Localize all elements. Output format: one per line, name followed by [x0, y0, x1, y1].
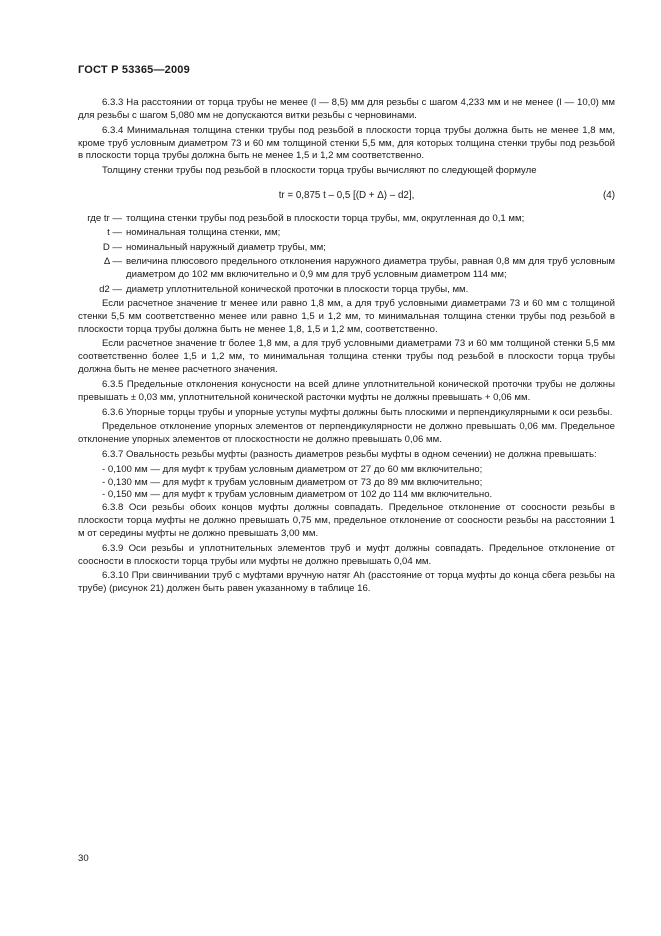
where-desc: диаметр уплотнительной конической проточки в плоскости торца трубы, мм.: [126, 283, 469, 295]
where-term: где tr —: [87, 213, 122, 225]
where-term: d2 —: [99, 283, 122, 295]
where-desc: номинальная толщина стенки, мм;: [126, 227, 281, 239]
paragraph-6-3-6: 6.3.6 Упорные торцы трубы и упорные уступы муфты должны быть плоскими и перпендикулярными к оси резьбы.: [102, 406, 613, 418]
list-item: - 0,100 мм — для муфт к трубам условным диаметром от 27 до 60 мм включительно;: [102, 463, 483, 475]
paragraph-6-3-7: 6.3.7 Овальность резьбы муфты (разность диаметров резьбы муфты в одном сечении) не должна превышать:: [102, 448, 597, 460]
where-item: [78, 213, 615, 226]
paragraph-calc-2: Если расчетное значение tr более 1,8 мм, а для труб условными диаметрами 73 и 60 мм толщиной стенки 5,5 мм соответственно более 1,5 и 1,2 мм, то минимальная толщина стенки трубы под резьбой в плоскости торца трубы должна быть не менее расчетного значения.: [78, 338, 615, 376]
formula-number: (4): [603, 190, 615, 202]
where-item: [78, 256, 615, 282]
list-item: - 0,130 мм — для муфт к трубам условным диаметром от 73 до 89 мм включительно;: [102, 476, 483, 488]
formula-text: tr = 0,875 t – 0,5 [(D + Δ) – d2],: [278, 190, 415, 202]
where-term: Δ —: [103, 256, 122, 268]
where-item: [78, 284, 615, 297]
where-item: [78, 227, 615, 240]
paragraph-6-3-4: 6.3.4 Минимальная толщина стенки трубы под резьбой в плоскости торца трубы должна быть не менее 1,8 мм, кроме труб условным диаметром 73 и 60 мм толщиной стенки 5,5 мм, для которых толщина стенки трубы под резьбой в плоскости торца трубы должна быть не менее 1,5 и 1,2 мм соответственно.: [78, 124, 615, 162]
list-6-3-7: [78, 464, 615, 503]
page-header-title: ГОСТ Р 53365—2009: [78, 64, 190, 76]
where-term: t —: [107, 227, 122, 239]
paragraph-formula-intro: Толщину стенки трубы под резьбой в плоскости торца трубы вычисляют по следующей формуле: [102, 165, 537, 177]
paragraph-6-3-8: 6.3.8 Оси резьбы обоих концов муфты должны совпадать. Предельное отклонение от соосности резьбы в плоскости торца муфты не должно превышать 0,75 мм, предельное отклонение от соосности резьбы на расстоянии 1 м от середины муфты не должно превышать 3,00 мм.: [78, 502, 615, 540]
formula-block: [78, 185, 615, 211]
paragraph-6-3-9: 6.3.9 Оси резьбы и уплотнительных элементов труб и муфт должны совпадать. Предельное отклонение от соосности в плоскости торца трубы или муфты не должно превышать 0,04 мм.: [78, 542, 615, 567]
where-desc: величина плюсового предельного отклонения наружного диаметра трубы, равная 0,8 мм для труб условным диаметром до 102 мм включительно и 0,9 мм для труб условным диаметром 114 мм;: [126, 256, 615, 281]
where-term: D —: [102, 241, 122, 253]
paragraph-calc-1: Если расчетное значение tr менее или равно 1,8 мм, а для труб условными диаметрами 73 и 60 мм с толщиной стенки 5,5 мм соответственно менее или равно 1,5 и 1,2 мм, то минимальная толщина стенки трубы под резьбой в плоскости торца трубы должна быть не менее 1,8, 1,5 и 1,2 мм, соответственно.: [78, 297, 615, 335]
paragraph-6-3-10: 6.3.10 При свинчивании труб с муфтами вручную натяг Ah (расстояние от торца муфты до конца сбега резьбы на трубе) (рисунок 21) должен быть равен указанному в таблице 16.: [78, 570, 615, 595]
list-item: - 0,150 мм — для муфт к трубам условным диаметром от 102 до 114 мм включительно.: [102, 489, 493, 501]
where-desc: номинальный наружный диаметр трубы, мм;: [126, 241, 326, 253]
page-number: 30: [78, 853, 89, 864]
where-item: [78, 242, 615, 255]
where-desc: толщина стенки трубы под резьбой в плоскости торца трубы, мм, округленная до 0,1 мм;: [126, 213, 525, 225]
document-body: [78, 97, 615, 598]
paragraph-6-3-3: 6.3.3 На расстоянии от торца трубы не менее (l — 8,5) мм для резьбы с шагом 4,233 мм и не менее (l — 10,0) мм для резьбы с шагом 5,080 мм не допускаются витки резьбы с черновинами.: [78, 97, 615, 121]
paragraph-6-3-6-b: Предельное отклонение упорных элементов от перпендикулярности не должно превышать 0,06 мм. Предельное отклонение упорных элементов от плоскостности не должно превышать 0,06 мм.: [78, 421, 615, 446]
paragraph-6-3-5: 6.3.5 Предельные отклонения конусности на всей длине уплотнительной конической проточки трубы не должны превышать ± 0,03 мм, уплотнительной конической расточки муфты не должны превышать + 0,06 мм.: [78, 379, 615, 403]
